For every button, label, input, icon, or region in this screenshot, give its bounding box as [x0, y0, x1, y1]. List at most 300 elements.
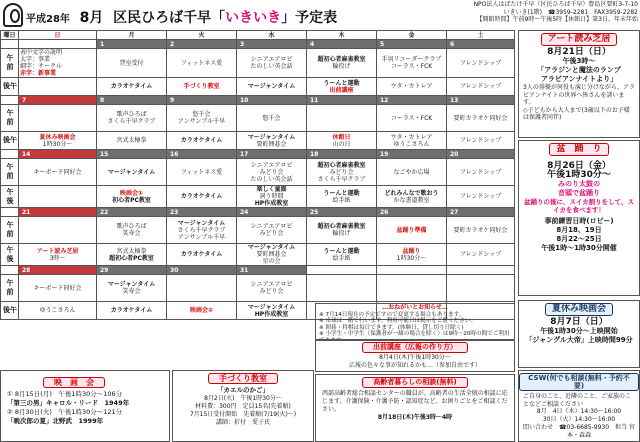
bon-practice-3: 午後1時～1時30分開催 [541, 244, 617, 252]
event-line: 超初心者麻雀教室 [317, 56, 366, 63]
event-line: さくら千早クラブ [107, 118, 156, 125]
craft-apply: 7月15日受付開始 先着順(7/19(火)～) [189, 411, 297, 418]
event-line: カラオケタイム [110, 83, 153, 90]
event-line: コーラス・FCK [390, 63, 433, 70]
notice-item: ※ 小学生・中学生（保護者が一緒の場合を除く）は9時～20時の間でご利用 [319, 331, 510, 338]
event-line: フレンドシップ [459, 83, 502, 90]
date-row [1, 40, 515, 49]
date-cell: 31 [237, 266, 307, 275]
date-cell: 2 [167, 40, 237, 49]
event-line: 映画会② [189, 307, 214, 314]
am-label: 午前 [1, 105, 19, 132]
right-column [518, 30, 640, 442]
movie-heading: 映 画 会 [43, 377, 105, 388]
pm-event-cell [237, 78, 307, 96]
am-event-cell [237, 275, 307, 302]
event-line: みどり会 [259, 168, 284, 176]
pm-event-cell [377, 244, 447, 266]
event-line: 貸室受付 [119, 59, 144, 67]
art-desc: 3人の俳優が何役も演じ分けながら、アラビアンナイトの世界へ皆さんを誘います。 ◇子どもから大人まで(3歳以下のお子様は保護者同伴) [523, 84, 635, 121]
bon-practice-title: 事前練習日時(ロビー) [544, 217, 614, 225]
event-line: 輪投げ [332, 230, 351, 237]
pm-event-cell [19, 302, 97, 320]
am-event-cell [307, 217, 377, 244]
page-title [26, 7, 337, 27]
pm-event-cell [19, 132, 97, 150]
event-line: 盆踊り準備 [396, 226, 427, 234]
event-line: カラオケタイム [110, 307, 153, 314]
org-line-1: NPO法人はばたけ千早（区民ひろば千早）豊島区要町3-7-10 [473, 1, 638, 8]
event-line: シニアエアロビ [250, 223, 293, 230]
title-pre: 区民ひろば千早「 [113, 10, 226, 26]
movie-line-3: ② 8月30日(火) 午後1時30分～121分 [7, 408, 123, 416]
pm-event-cell [97, 132, 167, 150]
date-cell [19, 40, 97, 49]
date-row-label [1, 40, 19, 49]
am-event-cell [97, 49, 167, 78]
date-row [1, 150, 515, 159]
event-line: フィットネス愛 [180, 59, 223, 67]
date-cell: 1 [97, 40, 167, 49]
weekday-header-7: 土 [447, 31, 515, 40]
event-line: シニアエアロビ [250, 161, 293, 169]
event-line: みどり会 [329, 168, 354, 176]
event-line: マージャンタイム [247, 83, 296, 90]
am-event-cell [237, 217, 307, 244]
pm-event-cell [377, 132, 447, 150]
am-event-cell [307, 105, 377, 132]
am-event-cell [97, 159, 167, 186]
am-event-cell [167, 49, 237, 78]
art-heading: アート読み芝居 [541, 33, 618, 46]
pm-label: 午後 [1, 302, 19, 320]
am-event-cell [377, 105, 447, 132]
date-cell: 29 [97, 266, 167, 275]
event-line: 悠千会 [192, 111, 211, 118]
logo-icon [3, 3, 23, 27]
notice-box [315, 303, 515, 340]
org-line-2: いきいき(1階) ☎3959-2281 FAX3959-2282 [503, 8, 638, 16]
movie-line-4: 「晩次郎の夏」北野武 1999年 [7, 417, 104, 425]
event-line: キーボード同好会 [33, 284, 82, 292]
bon-lead2: 音頭で盆踊り [558, 189, 600, 197]
event-line: 楽しく童謡 [256, 186, 287, 193]
art-date: 8月21日（日） [547, 47, 611, 57]
art-time: 午後3時～ [562, 57, 596, 65]
event-line: マージャンタイム [107, 281, 156, 288]
weekday-header-2: 月 [97, 31, 167, 40]
summer-time: 午後1時30分～上映開始 [540, 327, 618, 335]
event-line: フレンドシップ [459, 168, 502, 176]
csw-heading: CSW(何でも相談(無料・予約不要) [519, 373, 639, 391]
pm-event-cell [19, 186, 97, 208]
event-line: たのしい英会話 [250, 63, 293, 70]
am-event-cell [97, 275, 167, 302]
pm-event-cell [307, 244, 377, 266]
event-line: 映画会① [119, 189, 144, 197]
event-line: アンサンブル千早 [177, 118, 226, 125]
am-event-cell [167, 217, 237, 244]
notice-title: …おねがいとお知らせ… [382, 304, 448, 311]
event-line: 盆踊り [402, 247, 421, 255]
am-event-cell [447, 217, 515, 244]
date-cell: 3 [237, 40, 307, 49]
csw-line-3: 問い合わせ ☎03-6685-9930 担当 宮本・森森 [523, 424, 635, 439]
date-cell: 27 [447, 208, 515, 217]
summer-date: 8月7日（日） [550, 317, 608, 327]
calendar-table [0, 30, 515, 320]
am-event-cell [237, 159, 307, 186]
date-cell: 19 [377, 150, 447, 159]
pm-label: 午後 [1, 244, 19, 266]
pm-event-cell [167, 302, 237, 320]
notice-item: ※ 7月14日現在の予定ですので変更する場合もあります。 [319, 311, 465, 318]
event-line: 星の会 [262, 258, 281, 265]
am-label: 午前 [1, 275, 19, 302]
date-cell: 28 [19, 266, 97, 275]
title-post: 」予定表 [281, 10, 338, 26]
event-line: 超初心者麻雀教室 [317, 223, 366, 230]
event-line: HP作成教室 [254, 200, 289, 207]
bon-heading: 盆 踊 り [549, 143, 608, 156]
date-cell: 4 [307, 40, 377, 49]
pm-event-cell [97, 78, 167, 96]
title-em: いきいき [225, 10, 282, 26]
event-line: アンサンブル千早 [177, 233, 226, 241]
craft-heading: 手づくり教室 [208, 373, 278, 384]
event-line: マージャンタイム [177, 219, 226, 227]
event-line: 出前講座 [329, 86, 354, 94]
date-cell: 21 [19, 208, 97, 217]
event-line: キーボード同好会 [33, 168, 82, 176]
event-line: 要町カラオケ同好会 [453, 226, 508, 234]
event-line: 要町囲碁会 [256, 140, 287, 148]
event-line: 絵手紙 [332, 196, 351, 204]
art-title: 「アラジンと魔法のランプ アラビアンナイトより」 [537, 66, 621, 83]
weekday-header-row [1, 31, 515, 40]
date-cell: 24 [237, 208, 307, 217]
am-event-cell [377, 217, 447, 244]
am-event-cell [377, 49, 447, 78]
event-line: マージャンタイム [247, 303, 296, 311]
csw-line-1: 8月 4日（木）14:30～16:00 [536, 408, 622, 415]
craft-teacher: 講師：折付 愛子氏 [215, 419, 270, 426]
csw-line-2: 30日（火）14:30～16:00 [542, 416, 616, 423]
kourei-panel [315, 374, 515, 442]
event-line: みどり会 [259, 288, 284, 295]
date-cell: 18 [307, 150, 377, 159]
date-row-label [1, 150, 19, 159]
pm-event-cell [237, 186, 307, 208]
weekday-header-4: 水 [237, 31, 307, 40]
craft-date: 8月2日(火) 午後1時30分～ [204, 395, 282, 402]
pm-event-cell [377, 78, 447, 96]
date-cell: 11 [307, 96, 377, 105]
event-line: シニアエアロビ [250, 281, 293, 288]
pm-event-cell [307, 186, 377, 208]
pm-row [1, 132, 515, 150]
date-cell: 10 [237, 96, 307, 105]
date-cell [447, 266, 515, 275]
pm-event-cell [97, 244, 167, 266]
event-line: HP作成教室 [254, 310, 289, 318]
am-event-cell [447, 275, 515, 302]
pm-event-cell [237, 302, 307, 320]
event-line: フレンドシップ [459, 193, 502, 200]
am-event-cell [97, 217, 167, 244]
pm-event-cell [167, 132, 237, 150]
event-line: コーラス・FCK [390, 114, 433, 122]
pm-event-cell [307, 132, 377, 150]
calendar-body [1, 40, 515, 320]
am-event-cell [377, 275, 447, 302]
notice-item: ※ 卓球は一階で行います。利用可能日は掲示をご覧ください。 [319, 318, 477, 325]
am-row [1, 159, 515, 186]
pm-event-cell [97, 186, 167, 208]
summer-title: 「ジャングル大帝」上映時間99分 [525, 336, 633, 344]
event-line: 宮式太極拳 [116, 247, 147, 255]
event-line: 笑寿会 [122, 230, 141, 237]
event-line: ウタ・カトレア [390, 83, 433, 90]
pm-event-cell [447, 244, 515, 266]
am-row [1, 217, 515, 244]
date-row-label [1, 208, 19, 217]
demae-heading: 出前講座（広報の作り方） [362, 342, 468, 353]
am-event-cell [97, 105, 167, 132]
pm-event-cell [377, 186, 447, 208]
event-line: かな書道教室 [393, 196, 430, 204]
event-line: ウタ・カトレア [390, 133, 433, 141]
event-line: 表中文字の説明 [20, 49, 63, 56]
am-row [1, 105, 515, 132]
am-event-cell [19, 159, 97, 186]
event-line: フレンドシップ [459, 251, 502, 258]
kourei-desc: 西部高齢者総合相談センターの職員が、高齢者の生活全般の相談に応じます。介護保険・介護予防・認知症など、お困りごとをご相談ください。 [322, 390, 508, 413]
bon-practice-2: 8月22～25日 [556, 235, 602, 243]
event-line: さくら千早クラブ [177, 226, 226, 234]
event-line: 赤字：新事業 [20, 70, 57, 77]
am-row [1, 49, 515, 78]
am-event-cell [167, 105, 237, 132]
pm-label: 午後 [1, 78, 19, 96]
event-line: どれみんなで歌おう [384, 189, 439, 197]
pm-row [1, 244, 515, 266]
event-line: うーんと運動 [323, 79, 360, 87]
bon-sub: 盆踊りの後に、スイカ割りをして、スイカを食べます！ [523, 198, 635, 214]
org-line-3: 【開館時間】午前9時～午後5時【休館日】第3日、年末年始 [476, 16, 638, 23]
pm-event-cell [19, 78, 97, 96]
date-cell: 6 [447, 40, 515, 49]
event-line: カラオケタイム [180, 137, 223, 144]
event-line: ゆうこさろん [39, 307, 76, 314]
weekday-header-1: 日 [19, 31, 97, 40]
event-line: フレンドシップ [459, 137, 502, 144]
pm-event-cell [97, 302, 167, 320]
event-line: 要町カラオケ同好会 [453, 114, 508, 122]
pm-row [1, 78, 515, 96]
event-line: カラオケタイム [180, 251, 223, 258]
event-line: 細字：サークル [20, 63, 62, 70]
date-row-label [1, 266, 19, 275]
event-line: 休館日 [332, 133, 351, 141]
pm-event-cell [167, 244, 237, 266]
notice-item: ※ 囲碁・将棋は毎日できます。(体験日、貸し切り日除く) [319, 324, 464, 331]
pm-event-cell [307, 78, 377, 96]
event-line: 詞う時間 [259, 193, 284, 200]
am-event-cell [447, 159, 515, 186]
pm-event-cell [19, 244, 97, 266]
date-cell: 12 [377, 96, 447, 105]
bon-lead: みのり太鼓の [558, 180, 600, 188]
weekday-header-5: 木 [307, 31, 377, 40]
event-line: マージャンタイム [107, 168, 156, 176]
header [0, 0, 640, 30]
demae-date: 8月4日(木)午後1時30分～ [379, 354, 451, 361]
am-event-cell [307, 275, 377, 302]
movie-line-1: ① 8月15日(月) 午後1時30分～106分 [7, 390, 123, 398]
event-line: 超初心者PC教室 [109, 254, 154, 262]
event-line: マージャンタイム [247, 244, 296, 251]
demae-desc: 広報の色々な事が知れるかも…（参加自由です） [348, 362, 481, 369]
craft-cost: 材料費：300円 定員15名(先着順) [195, 403, 291, 410]
weekday-header-3: 火 [167, 31, 237, 40]
event-line: うーんと運動 [323, 247, 360, 255]
event-line: みどり会 [259, 230, 284, 237]
pm-event-cell [237, 132, 307, 150]
event-line: 笑寿会 [122, 288, 141, 295]
event-line: さくら千早クラブ [317, 175, 366, 183]
summer-movie-panel [518, 300, 640, 368]
am-event-cell [307, 159, 377, 186]
date-cell: 15 [97, 150, 167, 159]
am-label: 午前 [1, 159, 19, 186]
date-cell: 17 [237, 150, 307, 159]
date-cell: 14 [19, 150, 97, 159]
date-cell: 23 [167, 208, 237, 217]
summer-heading: 夏休み映画会 [545, 303, 613, 316]
event-line: 輪投げ [332, 63, 351, 70]
date-cell: 26 [377, 208, 447, 217]
date-cell: 20 [447, 150, 515, 159]
event-line: 太字：事業 [20, 56, 51, 63]
event-line: シニアエアロビ [250, 56, 293, 63]
am-row [1, 275, 515, 302]
movie-line-2: 「第三の男」キャロル・リード 1949年 [7, 399, 130, 407]
am-event-cell [167, 275, 237, 302]
event-line: 山の日 [332, 140, 351, 148]
am-label: 午前 [1, 49, 19, 78]
pm-event-cell [237, 244, 307, 266]
kourei-heading: 高齢者暮らしの相談(無料) [362, 377, 467, 388]
notice-items [319, 312, 511, 340]
date-cell: 13 [447, 96, 515, 105]
event-line: フレンドシップ [459, 59, 502, 67]
pm-label: 午後 [1, 186, 19, 208]
craft-panel [172, 370, 314, 442]
am-event-cell [167, 159, 237, 186]
date-cell: 5 [377, 40, 447, 49]
event-line: うーんと運動 [323, 189, 360, 197]
pm-event-cell [447, 186, 515, 208]
event-line: 悠千会 [262, 114, 281, 122]
demae-panel [315, 340, 515, 372]
date-cell: 25 [307, 208, 377, 217]
event-line: アート読み芝居 [36, 247, 79, 255]
event-line: 歌声ひろば [116, 223, 147, 230]
date-cell: 30 [167, 266, 237, 275]
weekday-header-6: 金 [377, 31, 447, 40]
event-line: 手羽リコーダークラブ [381, 56, 442, 63]
bon-time: 午後1時30分～ [547, 170, 611, 180]
date-cell [377, 266, 447, 275]
am-event-cell [307, 49, 377, 78]
am-event-cell [237, 49, 307, 78]
pm-event-cell [447, 132, 515, 150]
event-line: 1時30分～ [396, 254, 427, 262]
bon-practice-1: 8月18、19日 [556, 226, 602, 234]
am-label: 午前 [1, 217, 19, 244]
date-cell [307, 266, 377, 275]
am-event-cell [19, 217, 97, 244]
date-row [1, 96, 515, 105]
title-month: 8月 [79, 10, 104, 26]
pm-row [1, 186, 515, 208]
am-event-cell [447, 49, 515, 78]
am-event-cell [19, 105, 97, 132]
bon-date: 8月26日（金） [547, 161, 611, 171]
am-event-cell [447, 105, 515, 132]
org-info [408, 1, 638, 24]
art-panel [518, 30, 640, 138]
date-cell: 16 [167, 150, 237, 159]
event-line: 初心者PC教室 [112, 196, 151, 204]
event-line: 1時30分～ [42, 140, 73, 148]
date-cell: 9 [167, 96, 237, 105]
kourei-date: 8月18日(木)午後3時～4時 [377, 414, 453, 421]
pm-event-cell [167, 186, 237, 208]
am-event-cell [377, 159, 447, 186]
csw-panel [518, 370, 640, 442]
event-line: なごやか広場 [393, 168, 430, 176]
date-row-label [1, 96, 19, 105]
pm-event-cell [447, 78, 515, 96]
event-line: 夏休み映画会 [39, 133, 76, 141]
event-line: マージャンタイム [247, 133, 296, 141]
pm-label: 午後 [1, 132, 19, 150]
weekday-header-0: 曜日 [1, 31, 19, 40]
event-line: 超初心者麻雀教室 [317, 161, 366, 169]
event-line: 宮式太極拳 [116, 137, 147, 144]
date-cell: 8 [97, 96, 167, 105]
event-line: 絵手紙 [332, 254, 351, 262]
date-cell: 22 [97, 208, 167, 217]
date-row [1, 266, 515, 275]
event-line: 手づくり教室 [183, 83, 220, 90]
event-line: たのしい英会話 [250, 175, 293, 183]
title-era: 平成28年 [26, 14, 70, 25]
movie-panel [0, 370, 170, 442]
am-event-cell [19, 275, 97, 302]
craft-title: 「カエルのかご」 [217, 386, 269, 394]
bon-panel [518, 140, 640, 296]
legend-cell [19, 49, 97, 78]
event-line: カラオケタイム [180, 193, 223, 200]
date-cell: 7 [19, 96, 97, 105]
event-line: ゆうこさろん [393, 140, 430, 148]
event-line: 要町囲碁会 [256, 251, 287, 258]
date-row [1, 208, 515, 217]
event-line: 3時～ [49, 254, 66, 262]
